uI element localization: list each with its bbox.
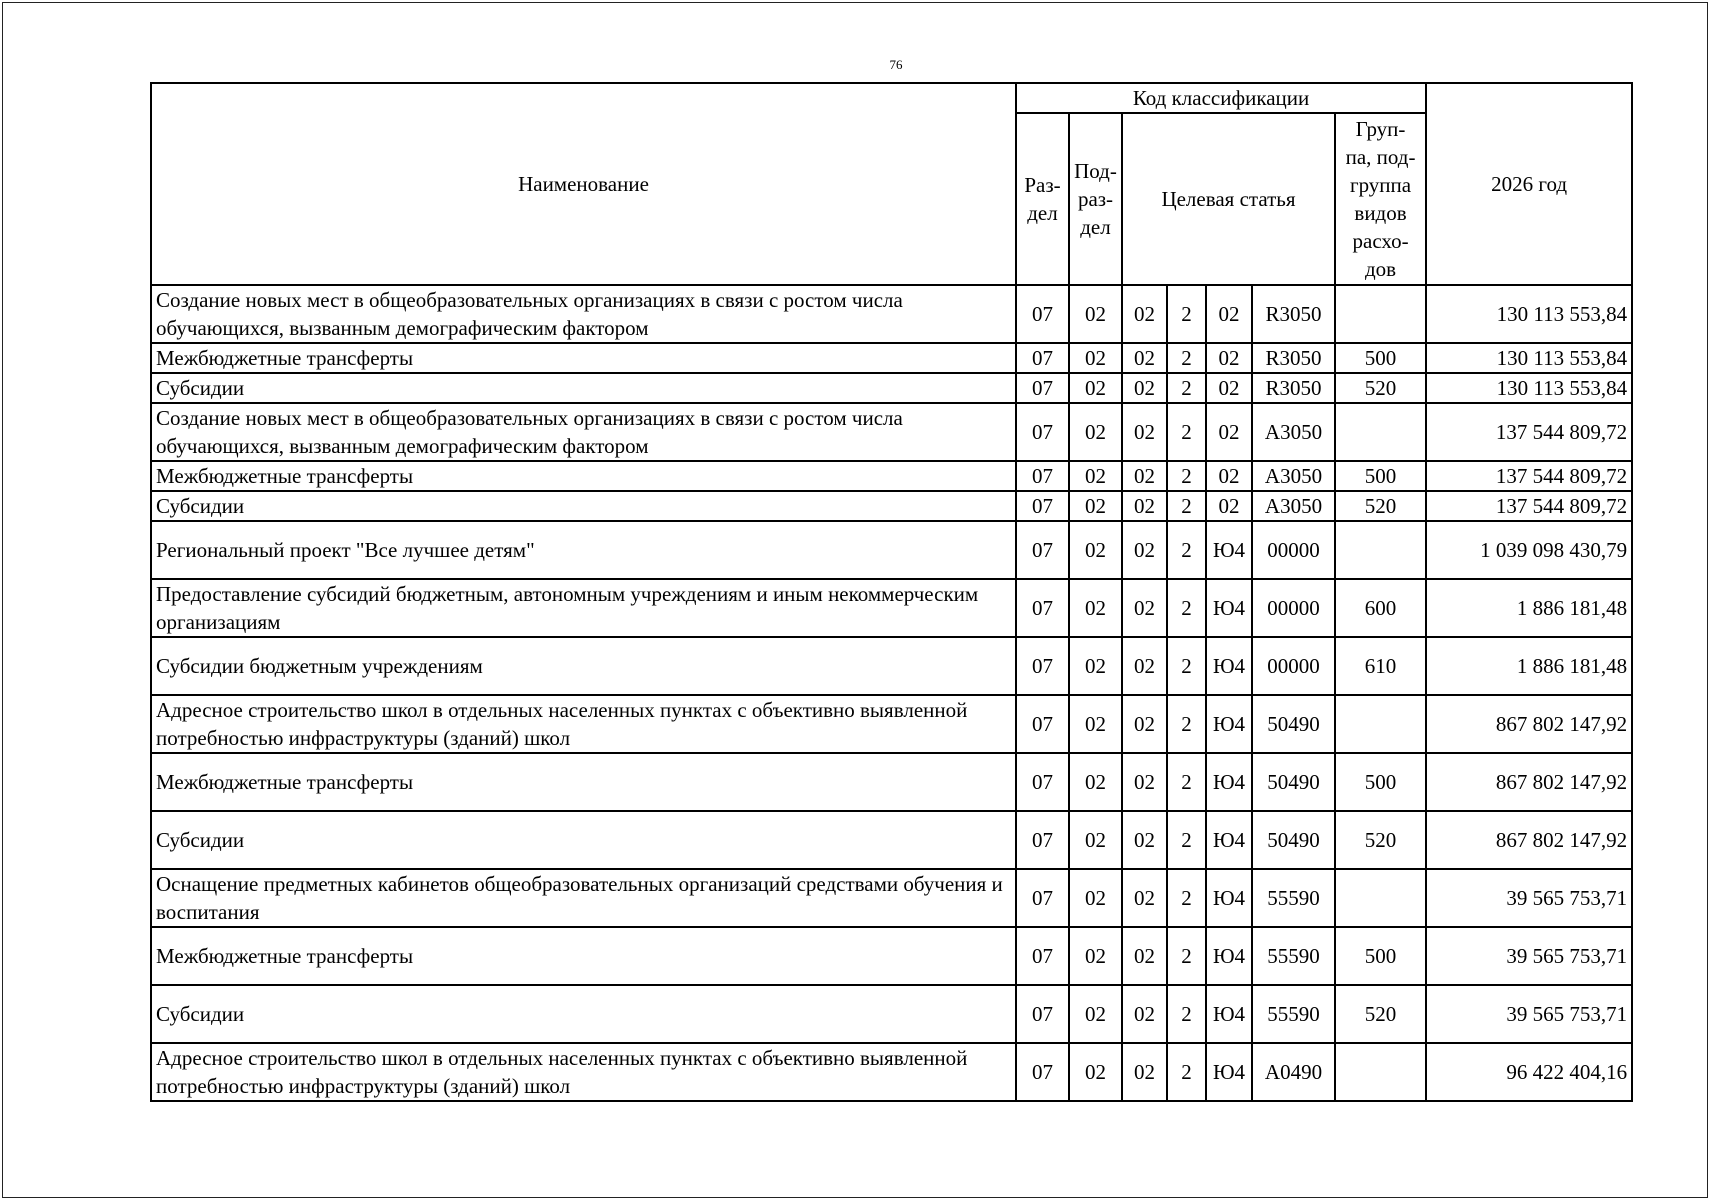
- row-name: Субсидии бюджетным учреждениям: [151, 637, 1016, 695]
- header-year: 2026 год: [1426, 83, 1632, 285]
- row-section: 07: [1016, 579, 1069, 637]
- row-amount: 39 565 753,71: [1426, 985, 1632, 1043]
- header-classification: Код классификации: [1016, 83, 1426, 113]
- row-target-direction: 55590: [1252, 985, 1335, 1043]
- row-target-program: 02: [1122, 491, 1167, 521]
- table-row: [151, 373, 1632, 403]
- row-target-project: Ю4: [1206, 753, 1252, 811]
- table-row: [151, 811, 1632, 869]
- row-expense-group: 520: [1335, 811, 1426, 869]
- row-target-type: 2: [1167, 1043, 1206, 1101]
- row-target-direction: А3050: [1252, 491, 1335, 521]
- row-target-project: 02: [1206, 403, 1252, 461]
- row-target-type: 2: [1167, 637, 1206, 695]
- row-name: Межбюджетные трансферты: [151, 343, 1016, 373]
- row-name: Оснащение предметных кабинетов общеобразовательных организаций средствами обучения и воспитания: [151, 869, 1016, 927]
- row-subsection: 02: [1069, 695, 1122, 753]
- row-section: 07: [1016, 1043, 1069, 1101]
- row-target-program: 02: [1122, 403, 1167, 461]
- row-expense-group: [1335, 869, 1426, 927]
- row-expense-group: 500: [1335, 753, 1426, 811]
- row-name: Межбюджетные трансферты: [151, 927, 1016, 985]
- row-amount: 137 544 809,72: [1426, 461, 1632, 491]
- row-target-program: 02: [1122, 521, 1167, 579]
- header-section: Раз- дел: [1016, 113, 1069, 285]
- row-section: 07: [1016, 491, 1069, 521]
- row-expense-group: [1335, 1043, 1426, 1101]
- row-target-type: 2: [1167, 985, 1206, 1043]
- row-target-program: 02: [1122, 753, 1167, 811]
- row-name: Адресное строительство школ в отдельных населенных пунктах с объективно выявленной потребностью инфраструктуры (зданий) школ: [151, 1043, 1016, 1101]
- row-name: Межбюджетные трансферты: [151, 753, 1016, 811]
- row-target-direction: 00000: [1252, 637, 1335, 695]
- row-amount: 1 886 181,48: [1426, 579, 1632, 637]
- row-amount: 867 802 147,92: [1426, 695, 1632, 753]
- table-row: [151, 985, 1632, 1043]
- row-target-type: 2: [1167, 373, 1206, 403]
- row-target-type: 2: [1167, 521, 1206, 579]
- row-name: Адресное строительство школ в отдельных населенных пунктах с объективно выявленной потребностью инфраструктуры (зданий) школ: [151, 695, 1016, 753]
- row-subsection: 02: [1069, 373, 1122, 403]
- row-name: Региональный проект "Все лучшее детям": [151, 521, 1016, 579]
- row-target-direction: R3050: [1252, 285, 1335, 343]
- table-row: [151, 343, 1632, 373]
- row-amount: 867 802 147,92: [1426, 811, 1632, 869]
- table-row: [151, 491, 1632, 521]
- row-section: 07: [1016, 285, 1069, 343]
- table-row: [151, 579, 1632, 637]
- header-target-article: Целевая статья: [1122, 113, 1335, 285]
- row-expense-group: 610: [1335, 637, 1426, 695]
- row-target-program: 02: [1122, 579, 1167, 637]
- row-target-type: 2: [1167, 461, 1206, 491]
- row-target-program: 02: [1122, 869, 1167, 927]
- row-section: 07: [1016, 461, 1069, 491]
- row-subsection: 02: [1069, 753, 1122, 811]
- row-target-direction: 50490: [1252, 753, 1335, 811]
- budget-table: [150, 82, 1633, 1102]
- row-target-direction: R3050: [1252, 343, 1335, 373]
- row-target-program: 02: [1122, 373, 1167, 403]
- row-section: 07: [1016, 753, 1069, 811]
- row-target-direction: А3050: [1252, 403, 1335, 461]
- table-row: [151, 753, 1632, 811]
- row-target-type: 2: [1167, 811, 1206, 869]
- row-target-project: Ю4: [1206, 521, 1252, 579]
- row-name: Создание новых мест в общеобразовательных организациях в связи с ростом числа обучающихся, вызванным демографическим фактором: [151, 403, 1016, 461]
- header-name: Наименование: [151, 83, 1016, 285]
- row-target-project: 02: [1206, 461, 1252, 491]
- row-target-type: 2: [1167, 285, 1206, 343]
- row-target-type: 2: [1167, 579, 1206, 637]
- row-subsection: 02: [1069, 491, 1122, 521]
- row-section: 07: [1016, 927, 1069, 985]
- row-name: Межбюджетные трансферты: [151, 461, 1016, 491]
- row-target-program: 02: [1122, 1043, 1167, 1101]
- row-subsection: 02: [1069, 403, 1122, 461]
- row-expense-group: [1335, 403, 1426, 461]
- row-expense-group: 520: [1335, 985, 1426, 1043]
- row-expense-group: 500: [1335, 461, 1426, 491]
- row-target-project: 02: [1206, 373, 1252, 403]
- row-target-project: Ю4: [1206, 637, 1252, 695]
- row-target-type: 2: [1167, 695, 1206, 753]
- table-row: [151, 927, 1632, 985]
- row-subsection: 02: [1069, 1043, 1122, 1101]
- row-expense-group: [1335, 521, 1426, 579]
- header-expense-group: Груп- па, под- группа видов расхо- дов: [1335, 113, 1426, 285]
- row-amount: 1 039 098 430,79: [1426, 521, 1632, 579]
- row-section: 07: [1016, 373, 1069, 403]
- row-expense-group: [1335, 695, 1426, 753]
- row-amount: 137 544 809,72: [1426, 491, 1632, 521]
- row-target-direction: А0490: [1252, 1043, 1335, 1101]
- row-target-direction: 00000: [1252, 579, 1335, 637]
- row-target-project: 02: [1206, 491, 1252, 521]
- row-section: 07: [1016, 521, 1069, 579]
- row-name: Предоставление субсидий бюджетным, автономным учреждениям и иным некоммерческим организациям: [151, 579, 1016, 637]
- row-name: Субсидии: [151, 491, 1016, 521]
- page-number: 76: [889, 57, 903, 72]
- row-subsection: 02: [1069, 461, 1122, 491]
- table-row: [151, 637, 1632, 695]
- row-name: Создание новых мест в общеобразовательных организациях в связи с ростом числа обучающихся, вызванным демографическим фактором: [151, 285, 1016, 343]
- row-section: 07: [1016, 869, 1069, 927]
- row-section: 07: [1016, 695, 1069, 753]
- row-target-program: 02: [1122, 985, 1167, 1043]
- row-amount: 137 544 809,72: [1426, 403, 1632, 461]
- row-target-program: 02: [1122, 343, 1167, 373]
- row-target-type: 2: [1167, 869, 1206, 927]
- row-subsection: 02: [1069, 637, 1122, 695]
- row-subsection: 02: [1069, 343, 1122, 373]
- table-row: [151, 521, 1632, 579]
- row-target-type: 2: [1167, 403, 1206, 461]
- row-section: 07: [1016, 985, 1069, 1043]
- row-section: 07: [1016, 403, 1069, 461]
- row-target-program: 02: [1122, 695, 1167, 753]
- header-subsection: Под- раз- дел: [1069, 113, 1122, 285]
- row-expense-group: 520: [1335, 491, 1426, 521]
- row-subsection: 02: [1069, 579, 1122, 637]
- row-target-direction: R3050: [1252, 373, 1335, 403]
- row-target-project: Ю4: [1206, 579, 1252, 637]
- row-section: 07: [1016, 811, 1069, 869]
- table-header: [151, 83, 1632, 285]
- row-subsection: 02: [1069, 285, 1122, 343]
- row-section: 07: [1016, 637, 1069, 695]
- row-target-type: 2: [1167, 927, 1206, 985]
- row-amount: 1 886 181,48: [1426, 637, 1632, 695]
- table-body: [151, 285, 1632, 1101]
- row-name: Субсидии: [151, 373, 1016, 403]
- row-amount: 130 113 553,84: [1426, 285, 1632, 343]
- row-amount: 96 422 404,16: [1426, 1043, 1632, 1101]
- row-subsection: 02: [1069, 521, 1122, 579]
- row-subsection: 02: [1069, 869, 1122, 927]
- row-target-direction: 55590: [1252, 927, 1335, 985]
- row-target-program: 02: [1122, 461, 1167, 491]
- row-subsection: 02: [1069, 985, 1122, 1043]
- table-row: [151, 403, 1632, 461]
- row-subsection: 02: [1069, 927, 1122, 985]
- row-target-program: 02: [1122, 811, 1167, 869]
- row-name: Субсидии: [151, 811, 1016, 869]
- row-target-direction: 00000: [1252, 521, 1335, 579]
- row-target-direction: 50490: [1252, 695, 1335, 753]
- row-target-type: 2: [1167, 343, 1206, 373]
- row-target-project: Ю4: [1206, 695, 1252, 753]
- row-target-project: Ю4: [1206, 927, 1252, 985]
- row-expense-group: 520: [1335, 373, 1426, 403]
- row-target-project: Ю4: [1206, 1043, 1252, 1101]
- row-target-project: 02: [1206, 343, 1252, 373]
- table-row: [151, 1043, 1632, 1101]
- row-target-direction: А3050: [1252, 461, 1335, 491]
- row-target-project: Ю4: [1206, 985, 1252, 1043]
- row-target-program: 02: [1122, 637, 1167, 695]
- row-expense-group: 600: [1335, 579, 1426, 637]
- row-expense-group: [1335, 285, 1426, 343]
- row-target-project: Ю4: [1206, 869, 1252, 927]
- row-subsection: 02: [1069, 811, 1122, 869]
- row-target-project: 02: [1206, 285, 1252, 343]
- row-amount: 39 565 753,71: [1426, 869, 1632, 927]
- table-row: [151, 461, 1632, 491]
- table-row: [151, 695, 1632, 753]
- row-expense-group: 500: [1335, 343, 1426, 373]
- row-target-program: 02: [1122, 927, 1167, 985]
- row-target-direction: 55590: [1252, 869, 1335, 927]
- row-expense-group: 500: [1335, 927, 1426, 985]
- row-amount: 130 113 553,84: [1426, 373, 1632, 403]
- row-target-type: 2: [1167, 753, 1206, 811]
- row-target-direction: 50490: [1252, 811, 1335, 869]
- row-target-program: 02: [1122, 285, 1167, 343]
- row-name: Субсидии: [151, 985, 1016, 1043]
- row-target-project: Ю4: [1206, 811, 1252, 869]
- row-amount: 130 113 553,84: [1426, 343, 1632, 373]
- table-row: [151, 285, 1632, 343]
- row-amount: 867 802 147,92: [1426, 753, 1632, 811]
- table-row: [151, 869, 1632, 927]
- row-section: 07: [1016, 343, 1069, 373]
- row-target-type: 2: [1167, 491, 1206, 521]
- row-amount: 39 565 753,71: [1426, 927, 1632, 985]
